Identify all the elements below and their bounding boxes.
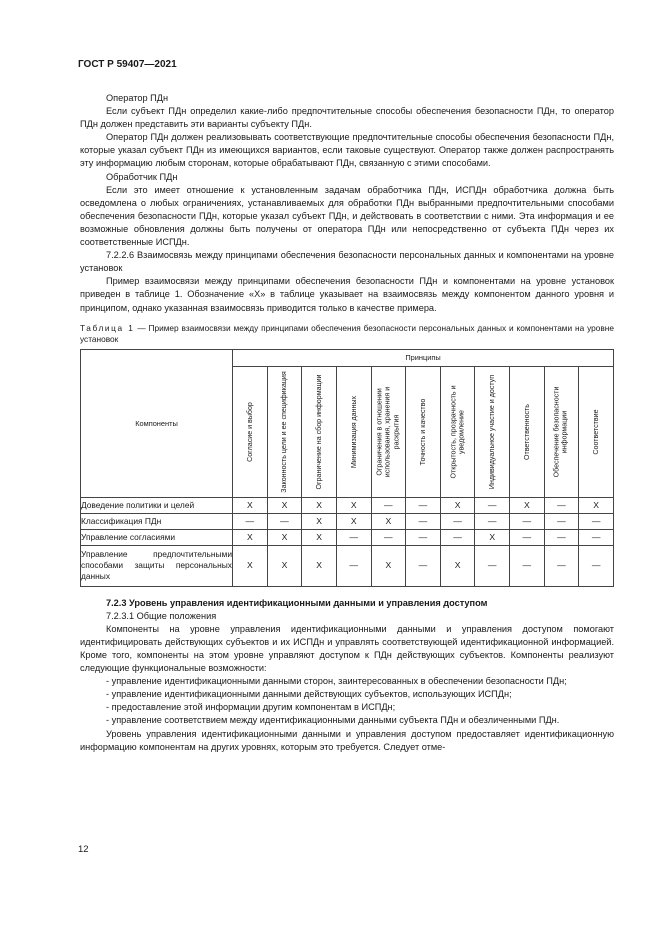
paragraph: Пример взаимосвязи между принципами обеспечения безопасности ПДн и компонентами на уровне установок приведен в таблице 1. Обозначение «Х» в таблице указывает на взаимосвязь между компонентом данного уровня и принципом, однако указанная взаимосвязь приводится только в качестве примера. [80,276,614,313]
table-cell: — [371,529,406,545]
table-cell: X [233,497,268,513]
principle-header: Законность цели и ее спецификация [267,366,302,497]
table-cell: X [440,545,475,586]
paragraph: Оператор ПДн [106,93,169,103]
principle-header: Индивидуальное участие и доступ [475,366,510,497]
row-label: Доведение политики и целей [81,497,233,513]
table-cell: X [267,497,302,513]
principle-header: Обеспечение безопасности информации [544,366,579,497]
table-cell: — [544,497,579,513]
principle-header: Открытость, прозрачность и уведомление [440,366,475,497]
page-number: 12 [78,844,89,855]
table-cell: — [267,513,302,529]
principles-table [80,349,614,587]
table-cell: X [475,529,510,545]
table-cell: — [510,545,545,586]
table-cell: — [336,545,371,586]
table-cell: X [267,545,302,586]
table-cell: — [544,529,579,545]
principle-header: Соответствие [579,366,614,497]
document-body [80,92,614,754]
table-cell: X [510,497,545,513]
table-cell: — [406,497,441,513]
table-row [81,513,614,529]
principle-header: Ограничения в отношении использования, хранения и раскрытия [371,366,406,497]
paragraph: Если субъект ПДн определил какие-либо предпочтительные способы обеспечения безопасности ПДн, то оператор ПДн должен представить эти варианты субъекту ПДн. [80,106,614,130]
table-cell: X [302,545,337,586]
list-item: - управление соответствием между идентификационными данными субъекта ПДн и обезличенными ПДн. [106,715,560,726]
table-caption [80,323,614,345]
paragraph: Оператор ПДн должен реализовывать соответствующие предпочтительные способы обеспечения безопасности ПДн, которые указал субъект ПДн из имеющихся вариантов, если таковые существуют. Оператор также должен распространять эту информацию любым сторонам, которые обрабатывают ПДн, связанную с этими способами. [80,132,614,169]
table-row [81,497,614,513]
table-cell: X [302,529,337,545]
table-cell: X [336,497,371,513]
table-cell: — [579,529,614,545]
table-cell: — [475,513,510,529]
table-cell: — [579,513,614,529]
subsection-heading: 7.2.3.1 Общие положения [106,610,217,621]
paragraph: Компоненты на уровне управления идентификационными данными и управления доступом помогают идентифицировать действующих субъектов и их ИСПДн и управлять соответствующей идентификационной информацией. Кроме того, компоненты на этом уровне управляют доступом к ПДн действующих субъектов. Компоненты реализуют следующие функциональные возможности: [80,623,614,674]
table-cell: — [475,497,510,513]
table-cell: — [510,513,545,529]
table-caption-text: — Пример взаимосвязи между принципами обеспечения безопасности персональных данных и компонентами на уровне установок [80,322,614,344]
table-cell: — [233,513,268,529]
row-label: Классификация ПДн [81,513,233,529]
list-item: - предоставление этой информации другим компонентам в ИСПДн; [106,702,396,713]
table-cell: — [406,545,441,586]
list-item: - управление идентификационными данными сторон, заинтересованных в обеспечении безопасности ПДн; [106,676,567,687]
section-heading: 7.2.3 Уровень управления идентификационными данными и управления доступом [106,597,488,608]
table-cell: — [544,513,579,529]
table-cell: — [371,497,406,513]
table-cell: X [440,497,475,513]
table-caption-label: Таблица 1 [80,322,135,333]
table-cell: X [302,513,337,529]
table-cell: — [440,513,475,529]
table-cell: X [267,529,302,545]
table-cell: — [579,545,614,586]
subsection-heading: 7.2.2.6 Взаимосвязь между принципами обеспечения безопасности персональных данных и компонентами на уровне установок [80,250,614,274]
table-cell: X [336,513,371,529]
principle-header: Согласие и выбор [233,366,268,497]
table-cell: — [406,529,441,545]
principle-header: Ограничение на сбор информации [302,366,337,497]
components-header: Компоненты [81,349,233,497]
table-cell: X [233,545,268,586]
principle-header: Минимизация данных [336,366,371,497]
table-cell: — [406,513,441,529]
table-cell: X [371,545,406,586]
table-row [81,545,614,586]
table-cell: — [544,545,579,586]
table-cell: X [371,513,406,529]
table-cell: X [579,497,614,513]
row-label: Управление согласиями [81,529,233,545]
document-header: ГОСТ Р 59407—2021 [78,59,177,70]
table-cell: — [475,545,510,586]
principle-header: Ответственность [510,366,545,497]
paragraph: Обработчик ПДн [106,171,178,182]
principle-header: Точность и качество [406,366,441,497]
table-cell: — [510,529,545,545]
table-row [81,529,614,545]
principles-header: Принципы [233,349,614,366]
row-label: Управление предпочтительными способами защиты персональных данных [81,545,233,586]
paragraph: Если это имеет отношение к установленным задачам обработчика ПДн, ИСПДн обработчика должна быть осведомлена о любых ограничениях, устанавливаемых для обработки ПДн выбранными предпочтительными способами обеспечения безопасности ПДн, которые указал субъект ПДн, и действовать в соответствии с ними. Эта информация и ее возможные обновления должны быть получены от оператора ПДн или непосредственно от субъекта ПДн через их соответственные ИСПДн. [80,184,614,248]
table-cell: — [440,529,475,545]
list-item: - управление идентификационными данными действующих субъектов, использующих ИСПДн; [106,689,512,700]
paragraph: Уровень управления идентификационными данными и управления доступом предоставляет идентификационную информацию компонентам на других уровнях, которым это требуется. Следует отме- [80,728,614,752]
table-cell: X [302,497,337,513]
table-cell: X [233,529,268,545]
table-cell: — [336,529,371,545]
